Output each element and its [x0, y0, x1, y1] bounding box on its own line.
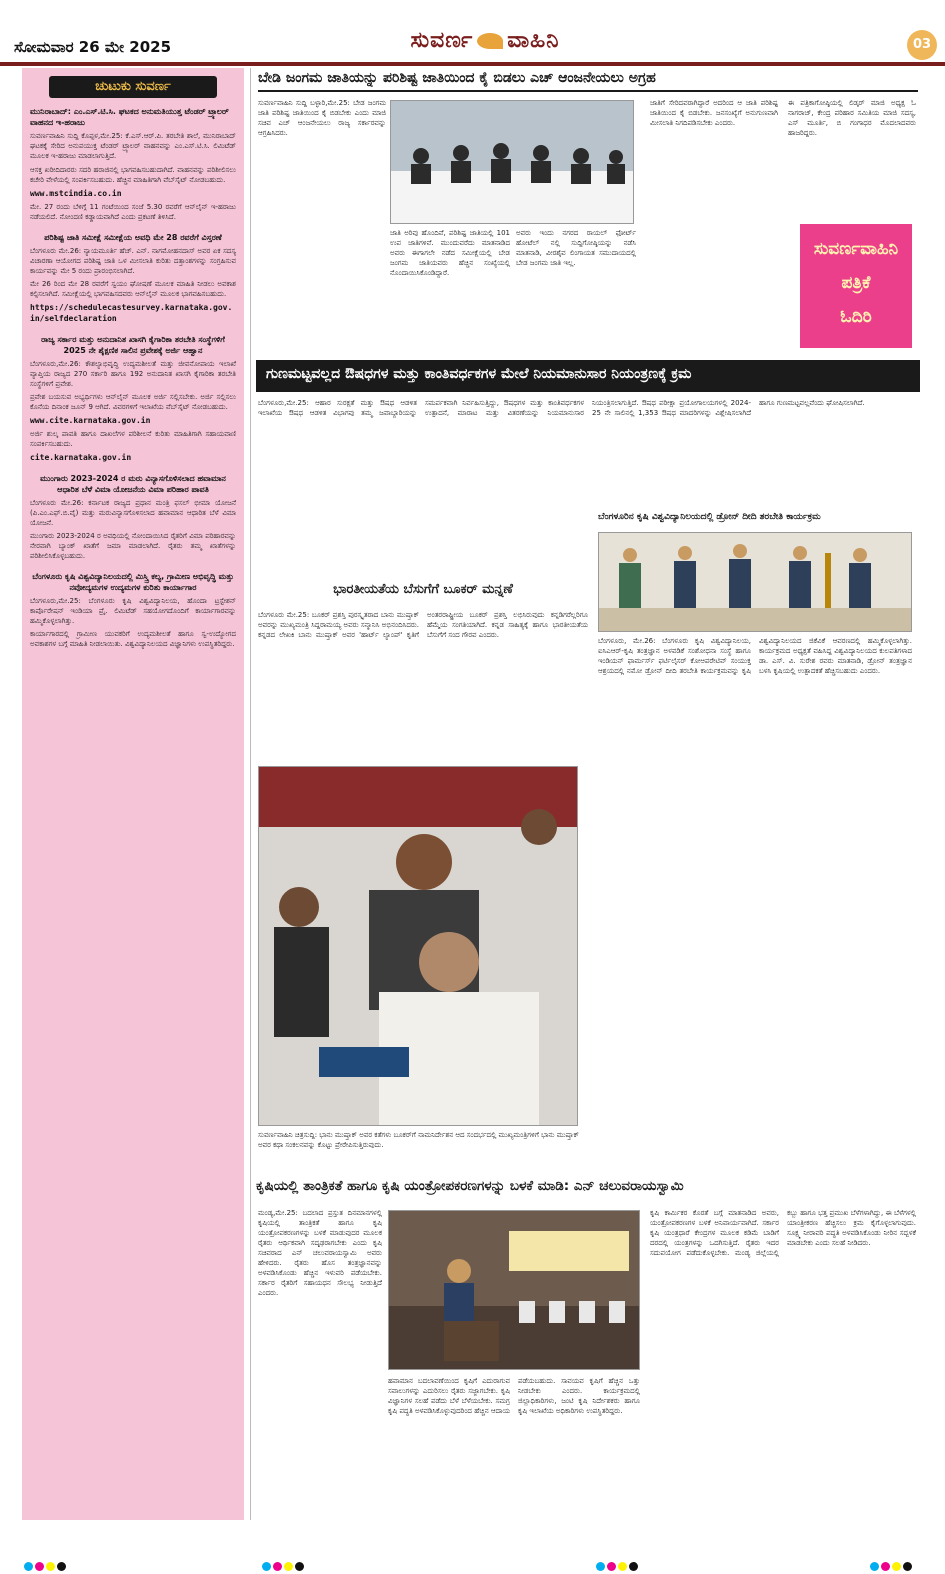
promo-line2: ಪತ್ರಿಕೆ — [841, 273, 871, 293]
brief-item-heading: ಬೆಂಗಳೂರು ಕೃಷಿ ವಿಶ್ವವಿದ್ಯಾನಿಲಯದಲ್ಲಿ ಮಿಸ್ತ್ರಿ ಕಲ್ಯ, ಗ್ರಾಮೀಣ ಅಭಿವೃದ್ಧಿ ಮತ್ತು ನವೋದ್ಯಮಗಳ ಉದ್ಯಮಗಳ ಕುರಿತು ಕಾರ್ಯಾಗಾರ — [32, 572, 234, 592]
story1-photo — [390, 100, 634, 224]
brief-item-body-filler6: ಮುಂಗಾರು 2023-2024 ರ ಅವಧಿಯಲ್ಲಿ ನೋಂದಾಯಿಸಿದ ರೈತರಿಗೆ ವಿಮಾ ಪರಿಹಾರವನ್ನು ನೇರವಾಗಿ ಬ್ಯಾಂಕ್ ಖಾತೆಗೆ ಜಮಾ ಮಾಡಲಾಗಿದೆ. ರೈತರು ತಮ್ಮ ಖಾತೆಗಳನ್ನು ಪರಿಶೀಲಿಸಿಕೊಳ್ಳಬಹುದು. — [30, 532, 236, 560]
brief-item-body-filler3: ಮೇ 26 ರಿಂದ ಮೇ 28 ರವರೆಗೆ ಸ್ವಯಂ ಘೋಷಣೆ ಮೂಲಕ ಮಾಹಿತಿ ನೀಡಲು ಅವಕಾಶ ಕಲ್ಪಿಸಲಾಗಿದೆ. ಸಮೀಕ್ಷೆಯಲ್ಲಿ ಭಾಗವಹಿಸದವರು ಆನ್‌ಲೈನ್ ಮೂಲಕ ಭಾಗವಹಿಸಬಹುದು. — [30, 280, 236, 298]
brief-item-body: ಬೆಂಗಳೂರು ಮೇ.26: ಕರ್ನಾಟಕ ರಾಜ್ಯದ ಪ್ರಧಾನ ಮಂತ್ರಿ ಫಸಲ್ ಭೀಮಾ ಯೋಜನೆ (ಪಿ.ಎಂ.ಎಫ್.ಬಿ.ವೈ) ಮತ್ತು ಮರುವಿನ್ಯಾಸಗೊಳಿಸಲಾದ ಹವಾಮಾನ ಆಧಾರಿತ ಬೆಳೆ ವಿಮಾ ಯೋಜನೆ. — [30, 499, 236, 527]
story5-photo — [388, 1210, 640, 1370]
brief-item-heading: ಮುಂಗಾರು 2023-2024 ರ ಮರು ವಿನ್ಯಾಸಗೊಳಿಸಲಾದ ಹವಾಮಾನ ಆಧಾರಿತ ಬೆಳೆ ವಿಮಾ ಯೋಜನೆಯ ವಿಮಾ ಪರಿಹಾರ ಪಾವತಿ — [40, 474, 226, 494]
story5-col1: ಮಂಡ್ಯ,ಮೇ.25: ಬದಲಾದ ಪ್ರಸ್ತುತ ದಿನಮಾನಗಳಲ್ಲಿ ಕೃಷಿಯಲ್ಲಿ ತಾಂತ್ರಿಕತೆ ಹಾಗೂ ಕೃಷಿ ಯಂತ್ರೋಪಕರಣಗಳನ್ನು ಬಳಕೆ ಮಾಡುವುದರ ಮೂಲಕ ರೈತರು ಆರ್ಥಿಕವಾಗಿ ಸದೃಢರಾಗಬೇಕು ಎಂದು ಕೃಷಿ ಸಚಿವರಾದ ಎನ್ ಚಲುವರಾಯಸ್ವಾಮಿ ಅವರು ಹೇಳಿದರು. ರೈತರು ಹೊಸ ತಂತ್ರಜ್ಞಾನವನ್ನು ಅಳವಡಿಸಿಕೊಂಡು ಹೆಚ್ಚಿನ ಇಳುವರಿ ಪಡೆಯಬೇಕು. ಸರ್ಕಾರ ರೈತರಿಗೆ ಸಹಾಯಧನ ಸೌಲಭ್ಯ ನೀಡುತ್ತಿದೆ ಎಂದರು. — [258, 1209, 382, 1297]
story1-col5: ಈ ಪತ್ರಿಕಾಗೋಷ್ಠಿಯಲ್ಲಿ ಲಿಡ್ಕರ್ ಮಾಜಿ ಅಧ್ಯಕ್ಷ ಓ ನಾಗರಾಜ್, ಕೇಂದ್ರ ಪರಿಹಾರ ಸಮಿತಿಯ ಮಾಜಿ ಸದಸ್ಯ, ಎಸ್ ಮೂರ್ತಿ, ಬಿ ಗಂಗಾಧರ ಮೊದಲಾದವರು ಹಾಜರಿದ್ದರು. — [788, 99, 916, 137]
title-left: ಸುವರ್ಣ — [410, 28, 474, 53]
story1-col4: ಜಾತಿಗೆ ಸೇರಿದವರಾಗಿದ್ದಾರೆ ಅದರಿಂದ ಆ ಜಾತಿ ಪರಿಶಿಷ್ಟ ಜಾತಿಯಿಂದ ಕೈ ಬಿಡಬೇಕು. ಜನಸಂಖ್ಯೆಗೆ ಅನುಗುಣವಾಗಿ ಮೀಸಲಾತಿ ನಿಗದಿಪಡಿಸಬೇಕು ಎಂದರು. — [650, 99, 778, 127]
brief-item-body: ಬೆಂಗಳೂರು ಮೇ.26: ನ್ಯಾಯಮೂರ್ತಿ ಹೆಚ್. ಎನ್. ನಾಗಮೋಹನದಾಸ್ ಅವರ ಏಕ ಸದಸ್ಯ ವಿಚಾರಣಾ ಆಯೋಗದ ಪರಿಶಿಷ್ಟ ಜಾತಿ ಒಳ ಮೀಸಲಾತಿ ಕುರಿತು ದತ್ತಾಂಶಗಳನ್ನು ಸಂಗ್ರಹಿಸುವ ಕಾರ್ಯವನ್ನು ಮೇ 5 ರಂದು ಪ್ರಾರಂಭಿಸಲಾಗಿದೆ. — [30, 247, 236, 275]
brief-news-banner: ಚುಟುಕು ಸುವರ್ಣ — [49, 76, 217, 98]
brief-item-heading: ಮುನಿರಾಬಾದ್: ಎಂ.ಎಸ್.ಟಿ.ಸಿ. ಘಟಕದ ಅನುಮತಿಯುತ್ತ ಟೆಂಡರ್ ಟ್ರ್ಯಾಲರ್ ವಾಹನದ ಇ-ಹರಾಜು — [30, 107, 229, 127]
story5-headline: ಕೃಷಿಯಲ್ಲಿ ತಾಂತ್ರಿಕತೆ ಹಾಗೂ ಕೃಷಿ ಯಂತ್ರೋಪಕರಣಗಳನ್ನು ಬಳಕೆ ಮಾಡಿ: ಎನ್ ಚಲುವರಾಯಸ್ವಾಮಿ — [256, 1178, 684, 1194]
print-registration-marks-left — [24, 1556, 68, 1566]
brief-item-body-filler2: ಮೇ. 27 ರಂದು ಬೆಳಿಗ್ಗೆ 11 ಗಂಟೆಯಿಂದ ಸಂಜೆ 5.30 ರವರೆಗೆ ಆನ್‌ಲೈನ್ ಇ-ಹರಾಜು ನಡೆಯಲಿದೆ. ನೋಂದಣಿ ಕಡ್ಡಾಯವಾಗಿದೆ ಎಂದು ಪ್ರಕಟಣೆ ತಿಳಿಸಿದೆ. — [30, 203, 236, 221]
story4-photo — [258, 766, 578, 1126]
brief-item-heading: ಪರಿಶಿಷ್ಟ ಜಾತಿ ಸಮೀಕ್ಷೆ ಸಮೀಕ್ಷೆಯ ಅವಧಿ ಮೇ 28 ರವರೆಗೆ ವಿಸ್ತರಣೆ — [44, 233, 222, 242]
masthead-rule — [0, 62, 945, 66]
brief-item-body: ಬೆಂಗಳೂರು,ಮೇ.25: ಬೆಂಗಳೂರು ಕೃಷಿ ವಿಶ್ವವಿದ್ಯಾನಿಲಯ, ಹೊಂದಾ ಟ್ರಸ್ಟೇಶನ್ ಕಾರ್ಪೊರೇಷನ್ ಇಂಡಿಯಾ ಪ್ರೈ. ಲಿಮಿಟೆಡ್ ಸಹಯೋಗದೊಂದಿಗೆ ಕಾರ್ಯಾಗಾರವನ್ನು ಹಮ್ಮಿಕೊಳ್ಳಲಾಗಿತ್ತು. — [30, 597, 236, 625]
story4-caption: ಸುವರ್ಣವಾಹಿನಿ ಚಿತ್ರಸುದ್ದಿ: ಭಾನು ಮುಷ್ತಾಕ್ ಅವರ ಕತೆಗಳು ಬೂಕರ್‌ಗೆ ನಾಮನಿರ್ದೇಶನ ಆದ ಸಂದರ್ಭದಲ್ಲಿ ಮುಖ್ಯಮಂತ್ರಿಗಳಿಗೆ ಭಾನು ಮುಷ್ತಾಕ್ ಅವರ ಕಥಾ ಸಂಕಲನವನ್ನು ಕೊಟ್ಟು ಪ್ರೇರೇಪಿಸುತ್ತಿರುವುದು. — [258, 1131, 579, 1149]
brief-news-column — [22, 68, 244, 1520]
promo-box — [800, 224, 912, 348]
brief-item-heading: ರಾಜ್ಯ ಸರ್ಕಾರ ಮತ್ತು ಅನುದಾನಿತ ಖಾಸಗಿ ಕೈಗಾರಿಕಾ ತರಬೇತಿ ಸಂಸ್ಥೆಗಳಿಗೆ 2025 ನೇ ಶೈಕ್ಷಣಿಕ ಸಾಲಿನ ಪ್ರವೇಶಕ್ಕೆ ಅರ್ಜಿ ಆಹ್ವಾನ — [41, 335, 225, 355]
story2-headline: ಗುಣಮಟ್ಟವಲ್ಲದ ಔಷಧಗಳ ಮತ್ತು ಕಾಂತಿವರ್ಧಕಗಳ ಮೇಲೆ ನಿಯಮಾನುಸಾರ ನಿಯಂತ್ರಣಕ್ಕೆ ಕ್ರಮ — [256, 360, 920, 392]
cite-link-short[interactable]: cite.karnataka.gov.in — [30, 453, 132, 462]
story5-col3: ಕೃಷಿ ಕಾರ್ಮಿಕರ ಕೊರತೆ ಬಗ್ಗೆ ಮಾತನಾಡಿದ ಅವರು, ಯಂತ್ರೋಪಕರಣಗಳ ಬಳಕೆ ಅನಿವಾರ್ಯವಾಗಿದೆ. ಸರ್ಕಾರ ಕೃಷಿ ಯಂತ್ರಧಾರೆ ಕೇಂದ್ರಗಳ ಮೂಲಕ ಕಡಿಮೆ ಬಾಡಿಗೆ ದರದಲ್ಲಿ ಯಂತ್ರಗಳನ್ನು ಒದಗಿಸುತ್ತಿದೆ. ರೈತರು ಇದರ ಸದುಪಯೋಗ ಪಡೆದುಕೊಳ್ಳಬೇಕು. ಮಂಡ್ಯ ಜಿಲ್ಲೆಯಲ್ಲಿ ಕಬ್ಬು ಹಾಗೂ ಭತ್ತ ಪ್ರಮುಖ ಬೆಳೆಗಳಾಗಿದ್ದು, ಈ ಬೆಳೆಗಳಲ್ಲಿ ಯಾಂತ್ರೀಕರಣ ಹೆಚ್ಚಿಸಲು ಕ್ರಮ ಕೈಗೊಳ್ಳಲಾಗುವುದು. ಸೂಕ್ಷ್ಮ ನೀರಾವರಿ ಪದ್ಧತಿ ಅಳವಡಿಸಿಕೊಂಡು ನೀರಿನ ಸದ್ಬಳಕೆ ಮಾಡಬೇಕು ಎಂದು ಸಲಹೆ ನೀಡಿದರು. — [650, 1209, 916, 1257]
story4-body: ಬೆಂಗಳೂರು ಮೇ.25: ಬೂಕರ್ ಪ್ರಶಸ್ತಿ ಪುರಸ್ಕೃತರಾದ ಬಾನು ಮುಷ್ತಾಕ್ ಅವರನ್ನು ಮುಖ್ಯಮಂತ್ರಿ ಸಿದ್ದರಾಮಯ್ಯ ಅವರು ಸನ್ಮಾನಿಸಿ ಅಭಿನಂದಿಸಿದರು. ಕನ್ನಡದ ಲೇಖಕಿ ಬಾನು ಮುಷ್ತಾಕ್ ಅವರ 'ಹಾರ್ಟ್ ಲ್ಯಾಂಪ್' ಕೃತಿಗೆ ಅಂತರರಾಷ್ಟ್ರೀಯ ಬೂಕರ್ ಪ್ರಶಸ್ತಿ ಲಭಿಸಿರುವುದು ಕನ್ನಡಿಗರೆಲ್ಲರಿಗೂ ಹೆಮ್ಮೆಯ ಸಂಗತಿಯಾಗಿದೆ. ಕನ್ನಡ ಸಾಹಿತ್ಯಕ್ಕೆ ಹಾಗೂ ಭಾರತೀಯತೆಯ ಬೆಸುಗೆಗೆ ಸಂದ ಗೌರವ ಎಂದರು. — [258, 611, 588, 639]
brief-item-body-filler5: ಅರ್ಜಿ ಶುಲ್ಕ ಪಾವತಿ ಹಾಗೂ ದಾಖಲೆಗಳ ಪರಿಶೀಲನೆ ಕುರಿತು ಮಾಹಿತಿಗಾಗಿ ಸಹಾಯವಾಣಿ ಸಂಪರ್ಕಿಸಬಹುದು. — [30, 430, 236, 448]
mstc-link[interactable]: www.mstcindia.co.in — [30, 189, 122, 198]
story2-body: ಬೆಂಗಳೂರು,ಮೇ.25: ಆಹಾರ ಸುರಕ್ಷತೆ ಮತ್ತು ಔಷಧ ಆಡಳಿತ ಇಲಾಖೆಯ ಔಷಧ ಆಡಳಿತ ವಿಭಾಗವು ತಮ್ಮ ಜವಾಬ್ದಾರಿಯನ್ನು ಸಮರ್ಪಕವಾಗಿ ನಿರ್ವಹಿಸುತ್ತಿದ್ದು, ಔಷಧಗಳ ಮತ್ತು ಕಾಂತಿವರ್ಧಕಗಳ ಉತ್ಪಾದನೆ, ಮಾರಾಟ ಮತ್ತು ವಿತರಣೆಯನ್ನು ನಿಯಮಾನುಸಾರ ನಿಯಂತ್ರಿಸಲಾಗುತ್ತಿದೆ. ಔಷಧ ಪರೀಕ್ಷಾ ಪ್ರಯೋಗಾಲಯಗಳಲ್ಲಿ 2024-25 ನೇ ಸಾಲಿನಲ್ಲಿ 1,353 ಔಷಧ ಮಾದರಿಗಳನ್ನು ವಿಶ್ಲೇಷಿಸಲಾಗಿದೆ ಹಾಗೂ ಗುಣಮಟ್ಟವಲ್ಲವೆಂದು ಘೋಷಿಸಲಾಗಿದೆ. — [258, 399, 865, 417]
story3-headline: ಬೆಂಗಳೂರಿನ ಕೃಷಿ ವಿಶ್ವವಿದ್ಯಾನಿಲಯದಲ್ಲಿ ಡ್ರೋನ್ ದೀದಿ ತರಬೇತಿ ಕಾರ್ಯಕ್ರಮ — [598, 512, 821, 522]
print-registration-marks-far-right — [870, 1556, 914, 1566]
brief-item-body-filler4: ಪ್ರವೇಶ ಬಯಸುವ ಅಭ್ಯರ್ಥಿಗಳು ಆನ್‌ಲೈನ್ ಮೂಲಕ ಅರ್ಜಿ ಸಲ್ಲಿಸಬೇಕು. ಅರ್ಜಿ ಸಲ್ಲಿಸಲು ಕೊನೆಯ ದಿನಾಂಕ ಜೂನ್ 9 ಆಗಿದೆ. ವಿವರಗಳಿಗೆ ಇಲಾಖೆಯ ವೆಬ್‌ಸೈಟ್ ನೋಡಬಹುದು. — [30, 393, 236, 411]
story1-col3: ಜಾತಿ ಅರಿವು ಹೊಂದಿವೆ, ಪರಿಶಿಷ್ಟ ಜಾತಿಯಲ್ಲಿ 101 ಉಪ ಜಾತಿಗಳಿವೆ. ಮುಂದುವರೆದು ಮಾತನಾಡಿದ ಅವರು ಈಗಾಗಲೇ ನಡೆದ ಸಮೀಕ್ಷೆಯಲ್ಲಿ ಬೇಡ ಜಂಗಮ ಜಾತಿಯವರು ಹೆಚ್ಚಿನ ಸಂಖ್ಯೆಯಲ್ಲಿ ನೊಂದಾಯಿಸಿಕೊಂಡಿದ್ದಾರೆ. — [390, 229, 510, 277]
masthead — [0, 0, 945, 62]
story3-photo — [598, 532, 912, 632]
brief-item-body: ಬೆಂಗಳೂರು,ಮೇ.26: ಕೌಶಲ್ಯಾಭಿವೃದ್ಧಿ ಉದ್ಯಮಶೀಲತೆ ಮತ್ತು ಜೀವನೋಪಾಯ ಇಲಾಖೆ ವ್ಯಾಪ್ತಿಯ ರಾಜ್ಯದ 270 ಸರ್ಕಾರಿ ಹಾಗೂ 192 ಅನುದಾನಿತ ಖಾಸಗಿ ಕೈಗಾರಿಕಾ ತರಬೇತಿ ಸಂಸ್ಥೆಗಳಿಗೆ ಪ್ರವೇಶ. — [30, 360, 236, 388]
print-registration-marks-right — [596, 1556, 640, 1566]
brief-item-body-filler7: ಕಾರ್ಯಾಗಾರದಲ್ಲಿ ಗ್ರಾಮೀಣ ಯುವಕರಿಗೆ ಉದ್ಯಮಶೀಲತೆ ಹಾಗೂ ಸ್ವ-ಉದ್ಯೋಗದ ಅವಕಾಶಗಳ ಬಗ್ಗೆ ಮಾಹಿತಿ ನೀಡಲಾಯಿತು. ವಿಶ್ವವಿದ್ಯಾನಿಲಯದ ವಿಜ್ಞಾನಿಗಳು ಉಪಸ್ಥಿತರಿದ್ದರು. — [30, 630, 236, 648]
story3-body: ಬೆಂಗಳೂರು, ಮೇ.26: ಬೆಂಗಳೂರು ಕೃಷಿ ವಿಶ್ವವಿದ್ಯಾನಿಲಯ, ಐಸಿಎಆರ್-ಕೃಷಿ ತಂತ್ರಜ್ಞಾನ ಅಳವಡಿಕೆ ಸಂಶೋಧನಾ ಸಂಸ್ಥೆ ಹಾಗೂ ಇಂಡಿಯನ್ ಫಾರ್ಮರ್ಸ್ ಫರ್ಟಿಲೈಸರ್ ಕೋಆಪರೇಟಿವ್ ಸಂಯುಕ್ತ ಆಶ್ರಯದಲ್ಲಿ ನಮೋ ಡ್ರೋನ್ ದೀದಿ ತರಬೇತಿ ಕಾರ್ಯಕ್ರಮವನ್ನು ಕೃಷಿ ವಿಶ್ವವಿದ್ಯಾನಿಲಯದ ಜಿಕೆವಿಕೆ ಆವರಣದಲ್ಲಿ ಹಮ್ಮಿಕೊಳ್ಳಲಾಗಿತ್ತು. ಕಾರ್ಯಕ್ರಮದ ಅಧ್ಯಕ್ಷತೆ ವಹಿಸಿದ್ದ ವಿಶ್ವವಿದ್ಯಾನಿಲಯದ ಕುಲಪತಿಗಳಾದ ಡಾ. ಎಸ್. ವಿ. ಸುರೇಶ ರವರು ಮಾತನಾಡಿ, ಡ್ರೋನ್ ತಂತ್ರಜ್ಞಾನ ಬಳಸಿ ಕೃಷಿಯಲ್ಲಿ ಉತ್ಪಾದಕತೆ ಹೆಚ್ಚಿಸಬಹುದು ಎಂದರು. — [598, 637, 912, 675]
newspaper-title — [360, 28, 610, 62]
column-rule — [250, 68, 251, 1520]
promo-line3: ಓದಿರಿ — [840, 307, 872, 327]
story4-headline: ಭಾರತೀಯತೆಯ ಬೆಸುಗೆಗೆ ಬೂಕರ್ ಮನ್ನಣೆ — [333, 582, 513, 597]
brief-item-body: ಸುವರ್ಣವಾಹಿನಿ ಸುದ್ದಿ ಕೊಪ್ಪಳ,ಮೇ.25: ಕೆ.ಎಸ್.ಆರ್.ಪಿ. ತರಬೇತಿ ಶಾಲೆ, ಮುನಿರಾಬಾದ್ ಘಟಕಕ್ಕೆ ಸೇರಿದ ಅನುಪಯುಕ್ತ ಟೆಂಡರ್ ಟ್ರ್ಯಾಲರ್ ವಾಹನವನ್ನು ಎಂ.ಎಸ್.ಟಿ.ಸಿ. ಲಿಮಿಟೆಡ್ ಮೂಲಕ ಇ-ಹರಾಜು ಮಾಡಲಾಗುತ್ತಿದೆ. — [30, 132, 236, 160]
print-registration-marks-mid — [262, 1556, 306, 1566]
title-right: ವಾಹಿನಿ — [507, 28, 560, 53]
brief-item-body-filler: ಆಸಕ್ತ ಖರೀದಿದಾರರು ಸದರಿ ಹರಾಜಿನಲ್ಲಿ ಭಾಗವಹಿಸಬಹುದಾಗಿದೆ. ವಾಹನವನ್ನು ಪರಿಶೀಲಿಸಲು ಕಚೇರಿ ವೇಳೆಯಲ್ಲಿ ಸಂಪರ್ಕಿಸಬಹುದು. ಹೆಚ್ಚಿನ ಮಾಹಿತಿಗಾಗಿ ವೆಬ್‌ಸೈಟ್ ನೋಡಬಹುದು. — [30, 166, 236, 184]
story5-col2: ಹವಾಮಾನ ಬದಲಾವಣೆಯಿಂದ ಕೃಷಿಗೆ ಎದುರಾಗುವ ಸವಾಲುಗಳನ್ನು ಎದುರಿಸಲು ರೈತರು ಸಜ್ಜಾಗಬೇಕು. ಕೃಷಿ ವಿಜ್ಞಾನಿಗಳ ಸಲಹೆ ಪಡೆದು ಬೆಳೆ ಬೆಳೆಯಬೇಕು. ಸಮಗ್ರ ಕೃಷಿ ಪದ್ಧತಿ ಅಳವಡಿಸಿಕೊಳ್ಳುವುದರಿಂದ ಹೆಚ್ಚಿನ ಆದಾಯ ಪಡೆಯಬಹುದು. ಸಾವಯವ ಕೃಷಿಗೆ ಹೆಚ್ಚಿನ ಒತ್ತು ನೀಡಬೇಕು ಎಂದರು. ಕಾರ್ಯಕ್ರಮದಲ್ಲಿ ಜಿಲ್ಲಾಧಿಕಾರಿಗಳು, ಜಂಟಿ ಕೃಷಿ ನಿರ್ದೇಶಕರು ಹಾಗೂ ಕೃಷಿ ಇಲಾಖೆಯ ಅಧಿಕಾರಿಗಳು ಉಪಸ್ಥಿತರಿದ್ದರು. — [388, 1377, 640, 1415]
page-number: 03 — [907, 30, 937, 60]
cite-link[interactable]: www.cite.karnataka.gov.in — [30, 416, 151, 425]
promo-line1: ಸುವರ್ಣವಾಹಿನಿ — [813, 239, 899, 259]
logo-icon — [477, 33, 503, 49]
survey-link[interactable]: https://schedulecastesurvey.karnataka.gov.in/selfdeclaration — [30, 303, 233, 323]
story1-col2: ಅವರು ಇಂದು ನಗರದ ರಾಯಲ್ ಫೋರ್ಟ್ ಹೋಟೆಲ್ ನಲ್ಲಿ ಸುದ್ದಿಗೋಷ್ಠಿಯನ್ನು ನಡೆಸಿ ಮಾತನಾಡಿ, ವೀರಶೈವ ಲಿಂಗಾಯತ ಸಮುದಾಯದಲ್ಲಿ ಬೇಡ ಜಂಗಮ ಜಾತಿ ಇಲ್ಲ. — [516, 229, 636, 267]
issue-date: ಸೋಮವಾರ 26 ಮೇ 2025 — [14, 38, 172, 56]
story1-headline: ಬೇಡಿ ಜಂಗಮ ಜಾತಿಯನ್ನು ಪರಿಶಿಷ್ಟ ಜಾತಿಯಿಂದ ಕೈ ಬಿಡಲು ಎಚ್ ಆಂಜನೇಯಲು ಅಗ್ರಹ — [258, 70, 918, 92]
story1-col1: ಸುವರ್ಣವಾಹಿನಿ ಸುದ್ದಿ ಬಳ್ಳಾರಿ,ಮೇ.25: ಬೇಡ ಜಂಗಮ ಜಾತಿ ಪರಿಶಿಷ್ಟ ಜಾತಿಯಿಂದ ಕೈ ಬಿಡಬೇಕು ಎಂದು ಮಾಜಿ ಸಚಿವ ಎಚ್ ಆಂಜನೇಯಲು ರಾಜ್ಯ ಸರ್ಕಾರವನ್ನು ಆಗ್ರಹಿಸಿದರು. — [258, 99, 386, 137]
